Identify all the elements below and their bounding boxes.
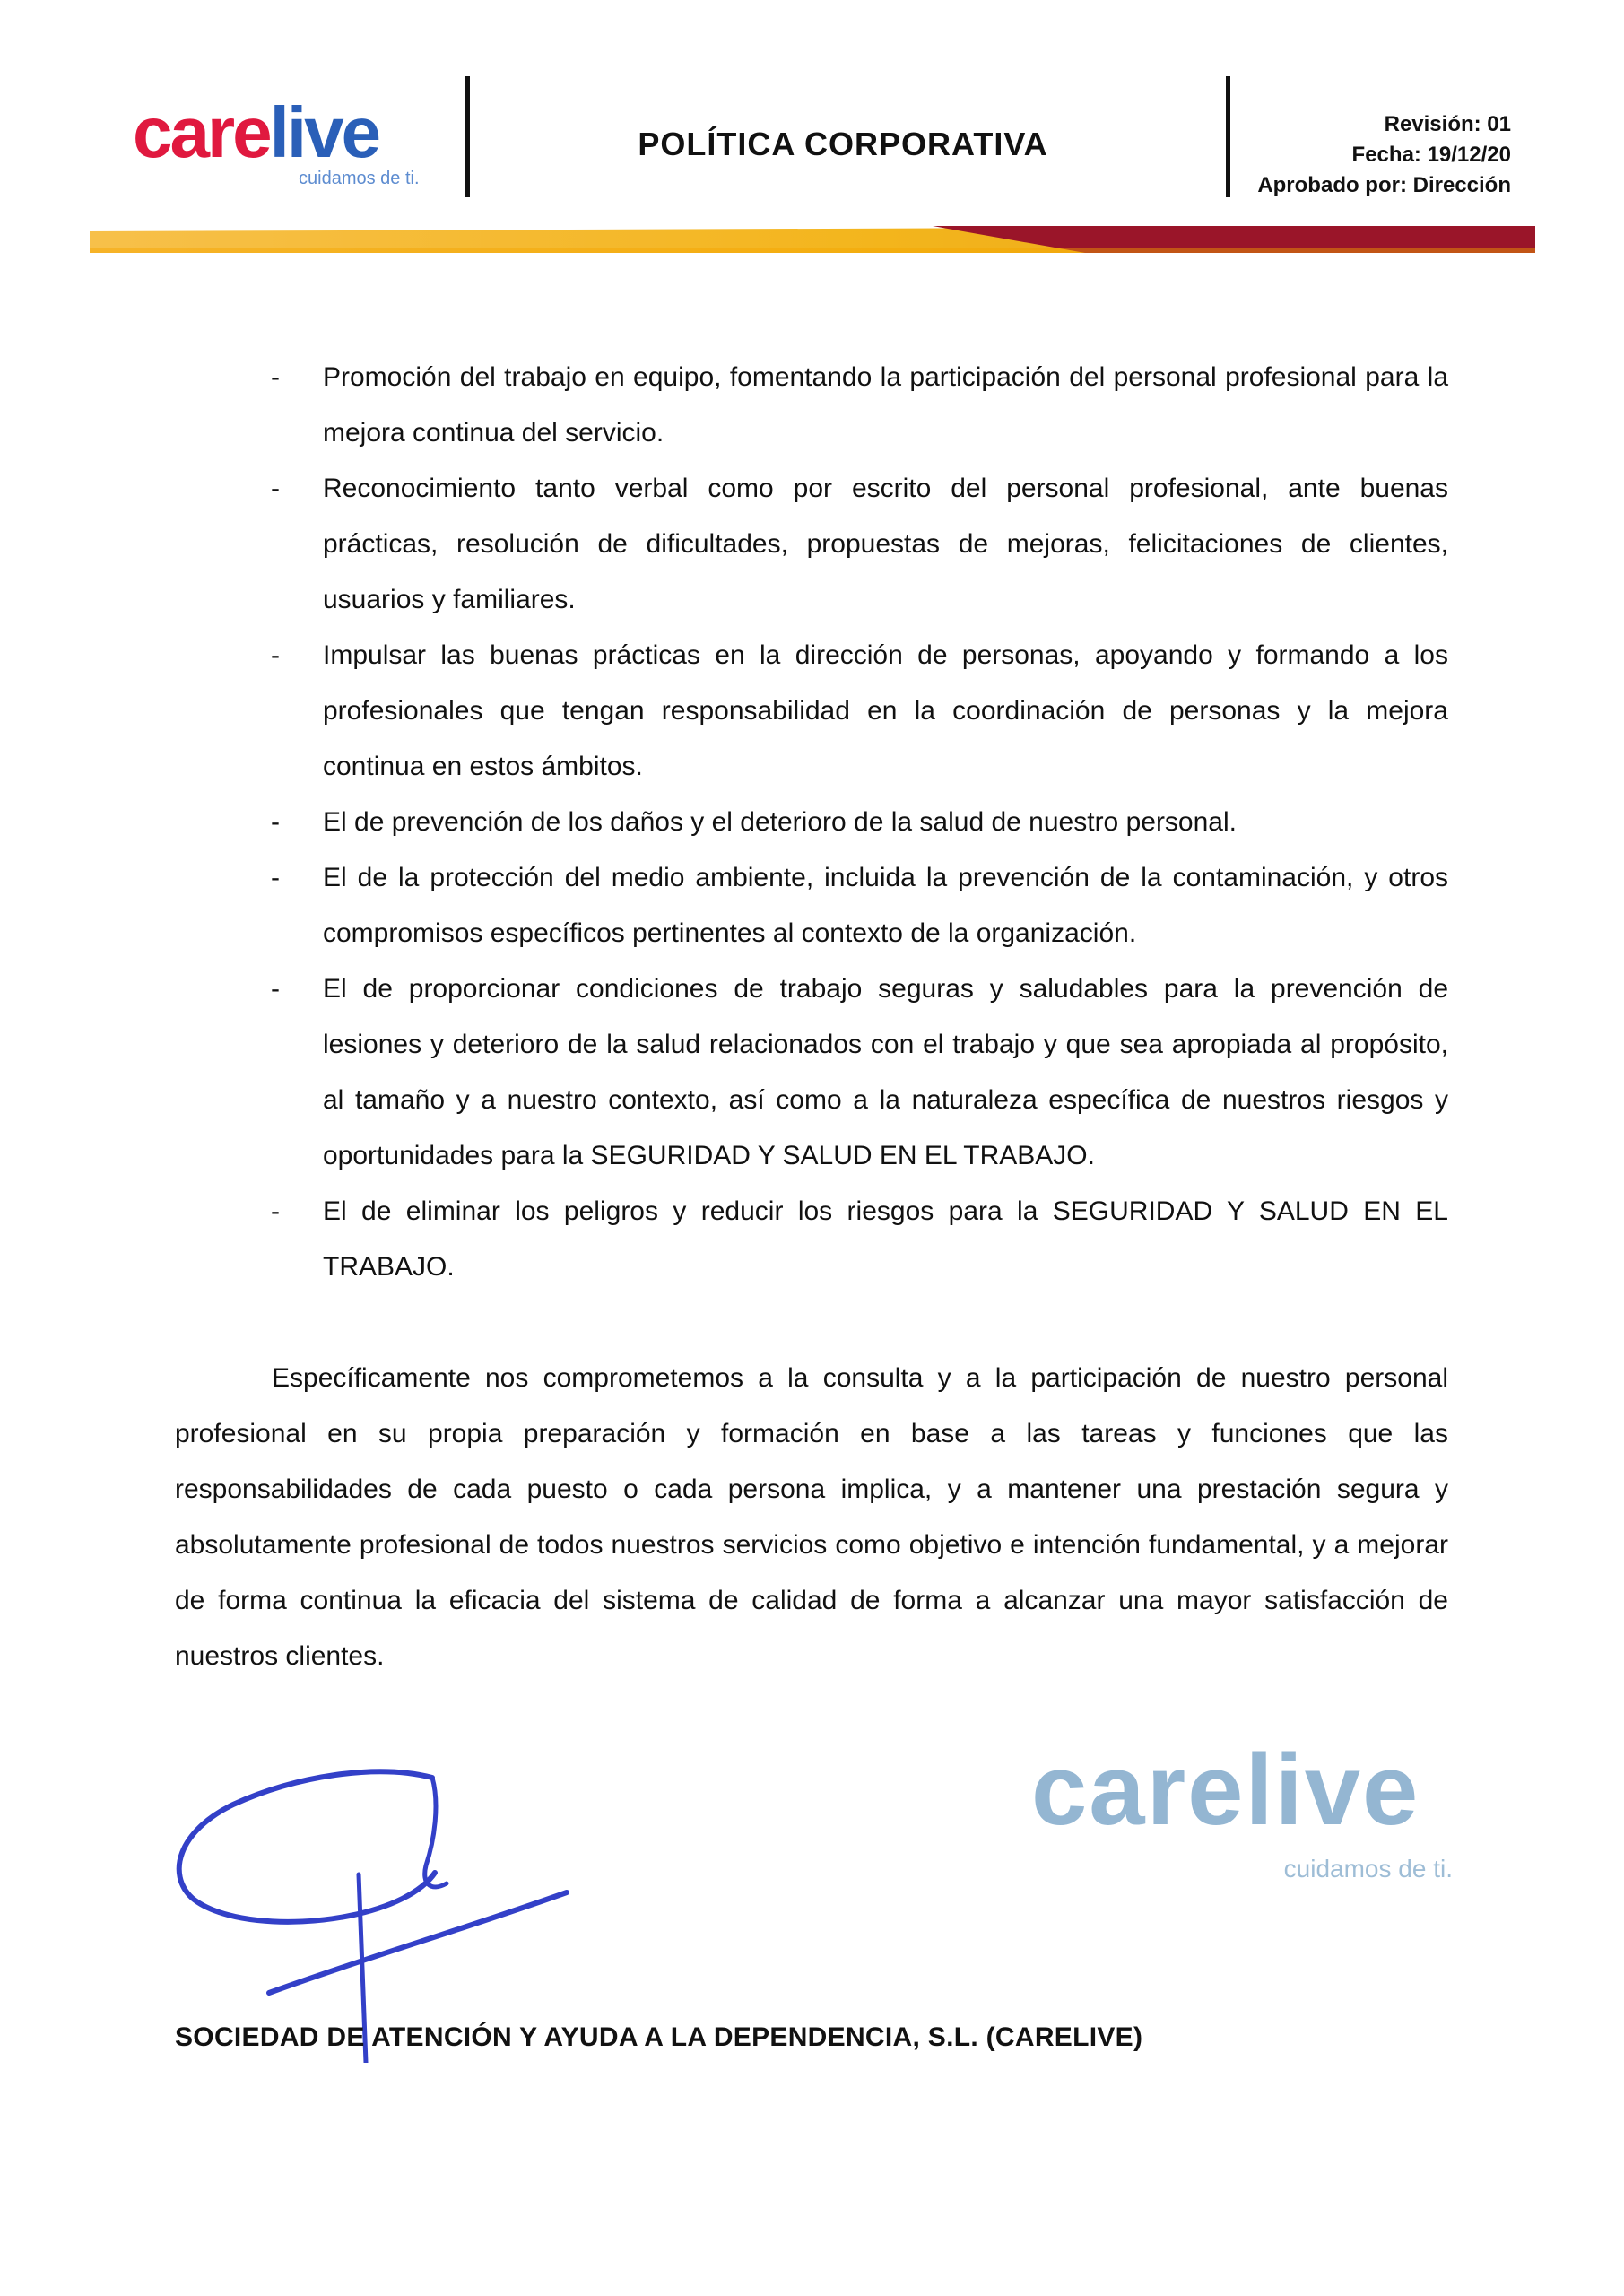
bullet-dash: - [271, 807, 280, 837]
document-header [0, 0, 1624, 260]
commitments-list [175, 350, 1448, 1295]
list-item [271, 628, 1448, 795]
list-item [271, 961, 1448, 1184]
approved-label: Aprobado por: Dirección [1257, 173, 1511, 197]
list-item-text: El de la protección del medio ambiente, incluida la prevención de la contaminación, y otros compromisos específicos pertinentes al contexto de la organización. [323, 863, 1448, 948]
list-item-text: Reconocimiento tanto verbal como por escrito del personal profesional, ante buenas prácticas, resolución de dificultades, propuestas de mejoras, felicitaciones de clientes, usuarios y familiares. [323, 474, 1448, 614]
list-item [271, 461, 1448, 628]
bullet-dash: - [271, 863, 280, 892]
list-item-text: El de eliminar los peligros y reducir los riesgos para la SEGURIDAD Y SALUD EN EL TRABAJO. [323, 1196, 1448, 1282]
bullet-dash: - [271, 1196, 280, 1226]
company-stamp [1031, 1734, 1462, 1901]
bullet-dash: - [271, 640, 280, 670]
bullet-dash: - [271, 974, 280, 1004]
list-item-text: Promoción del trabajo en equipo, fomentando la participación del personal profesional para la mejora continua del servicio. [323, 362, 1448, 448]
header-divider-left [465, 76, 470, 197]
header-color-band [90, 226, 1535, 253]
list-item [271, 795, 1448, 850]
stamp-brand: carelive [1031, 1734, 1420, 1846]
logo-tagline: cuidamos de ti. [299, 169, 420, 188]
commitment-paragraph: Específicamente nos comprometemos a la consulta y a la participación de nuestro personal profesional en su propia preparación y formación en base a las tareas y funciones que las responsabilidades de cada puesto o cada persona implica, y a mantener una prestación segura y absolutamente profesional de todos nuestros servicios como objetivo e intención fundamental, y a mejorar de forma continua la eficacia del sistema de calidad de forma a alcanzar una mayor satisfacción de nuestros clientes. [175, 1363, 1448, 1671]
document-title: POLÍTICA CORPORATIVA [638, 126, 1048, 162]
header-divider-right [1226, 76, 1230, 197]
document-body [175, 350, 1448, 1684]
carelive-logo [133, 92, 429, 196]
bullet-dash: - [271, 362, 280, 392]
list-item-text: Impulsar las buenas prácticas en la dirección de personas, apoyando y formando a los profesionales que tengan responsabilidad en la coordinación de personas y la mejora continua en estos ámbitos. [323, 640, 1448, 781]
list-item [271, 350, 1448, 461]
revision-label: Revisión: 01 [1384, 112, 1511, 136]
bullet-dash: - [271, 474, 280, 503]
handwritten-signature [161, 1767, 610, 2063]
list-item [271, 1184, 1448, 1295]
logo-brand-live: live [269, 92, 379, 172]
stamp-tagline: cuidamos de ti. [1283, 1855, 1453, 1883]
list-item-text: El de prevención de los daños y el deterioro de la salud de nuestro personal. [323, 807, 1237, 837]
document-meta [1257, 109, 1511, 201]
company-name: SOCIEDAD DE ATENCIÓN Y AYUDA A LA DEPENDENCIA, S.L. (CARELIVE) [175, 2022, 1143, 2052]
logo-brand-care: care [133, 92, 270, 172]
date-label: Fecha: 19/12/20 [1351, 143, 1511, 167]
list-item-text: El de proporcionar condiciones de trabajo seguras y saludables para la prevención de lesiones y deterioro de la salud relacionados con el trabajo y que sea apropiada al propósito, al tamaño y a nuestro contexto, así como a la naturaleza específica de nuestros riesgos y oportunidades para la SEGURIDAD Y SALUD EN EL TRABAJO. [323, 974, 1448, 1170]
list-item [271, 850, 1448, 961]
